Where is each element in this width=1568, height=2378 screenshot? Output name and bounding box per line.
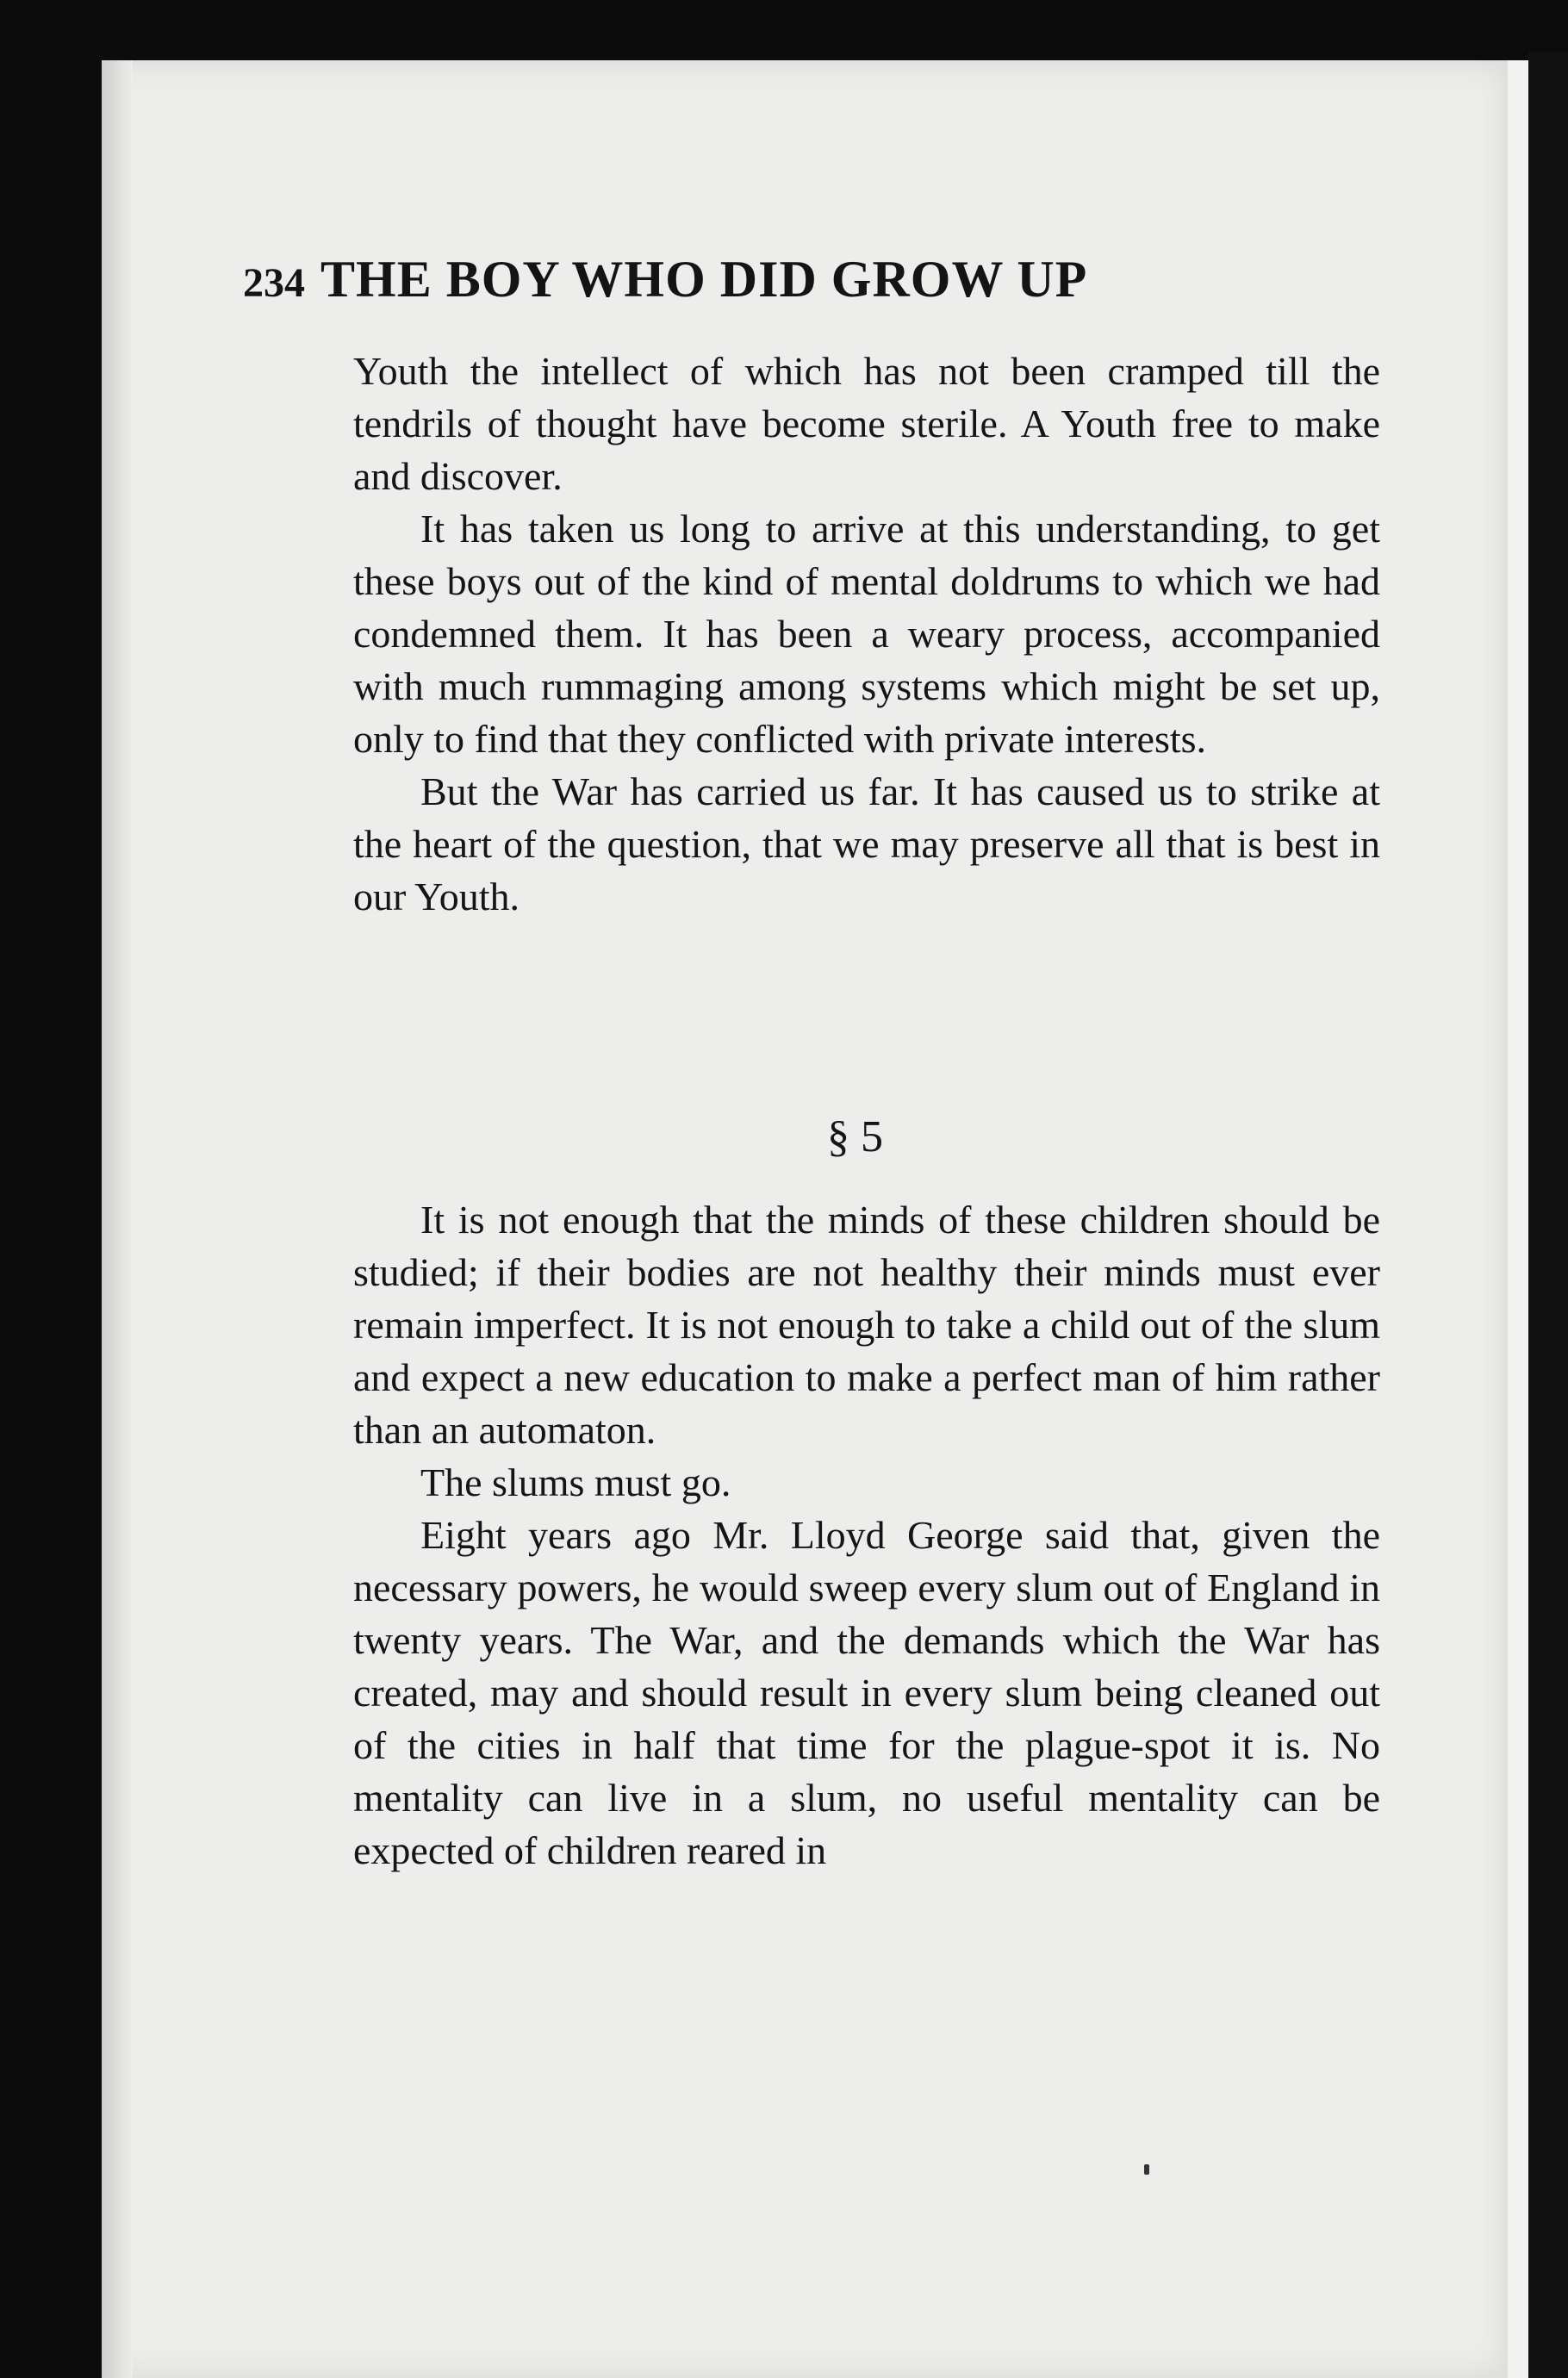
ink-speck [1144,2164,1149,2175]
paragraph: Eight years ago Mr. Lloyd George said that, given the necessary powers, he would sweep every slum out of England in twenty years. The War, and the demands which the War has created, may and should result in every slum being cleaned out of the cities in half that time for the plague-spot it is. No mentality can live in a slum, no useful mentality can be expected of children reared in [353,1513,1380,1872]
paragraph: It has taken us long to arrive at this understanding, to get these boys out of the kind of mental doldrums to which we had condemned them. It has been a weary process, accompanied with much rummaging among systems which might be set up, only to find that they conflicted with private interests. [353,507,1380,761]
section-heading: § 5 [827,1112,883,1161]
text-block-bottom [353,1193,1380,1877]
book-spine [1528,52,1568,2378]
running-head [243,250,1380,319]
page-edge-shadow [102,60,133,2378]
running-title: THE BOY WHO DID GROW UP [320,251,1088,308]
paragraph: The slums must go. [420,1460,731,1504]
page-number: 234 [243,260,305,306]
page-gutter [1508,60,1528,2378]
text-block-top [353,345,1380,923]
paragraph: Youth the intellect of which has not been cramped till the tendrils of thought have become sterile. A Youth free to make and discover. [353,349,1380,498]
paragraph: But the War has carried us far. It has caused us to strike at the heart of the question, that we may preserve all that is best in our Youth. [353,769,1380,918]
paragraph: It is not enough that the minds of these children should be studied; if their bodies are not healthy their minds must ever remain imperfect. It is not enough to take a child out of the slum and expect a new education to make a perfect man of him rather than an automaton. [353,1198,1380,1452]
